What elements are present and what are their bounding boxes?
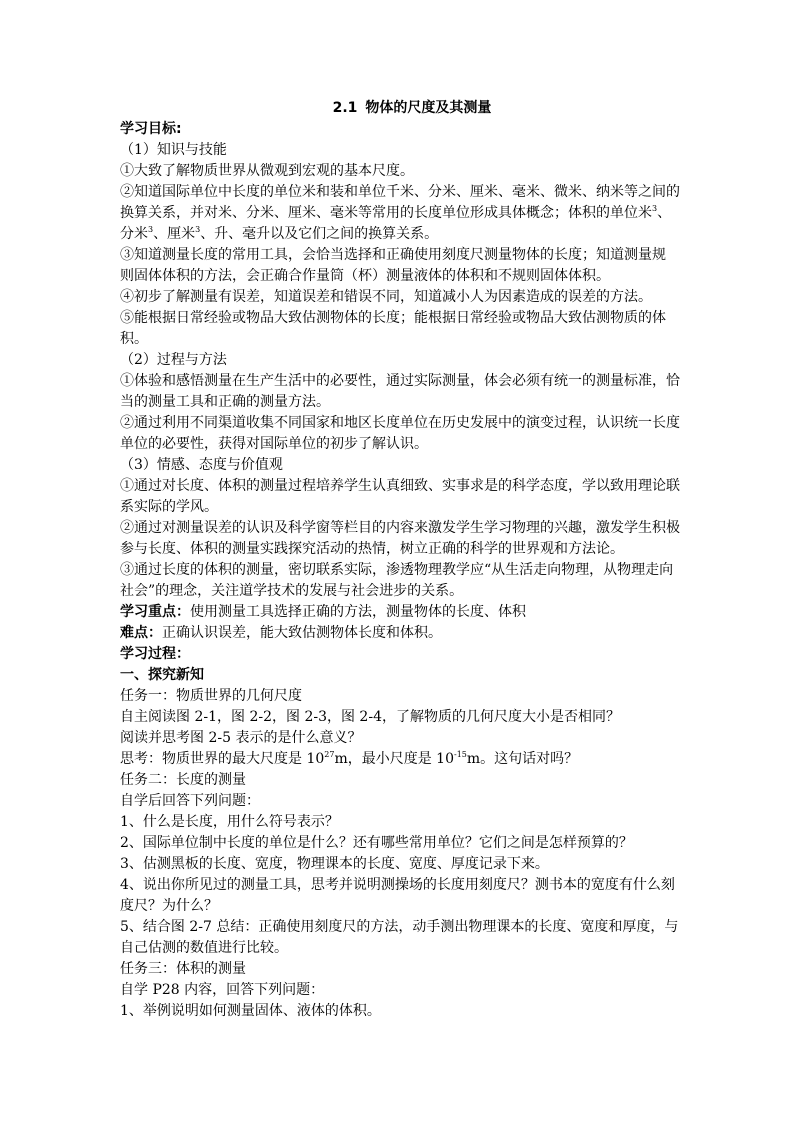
- task-3-heading: 任务三：体积的测量: [120, 961, 246, 977]
- difficulties-text: 正确认识误差，能大致估测物体长度和体积。: [162, 625, 442, 641]
- task-2-question-2: 2、国际单位制中长度的单位是什么？还有哪些常用单位？它们之间是怎样预算的？: [120, 835, 633, 851]
- task-2-question-5-line-1: 5、结合图 2-7 总结：正确使用刻度尺的方法，动手测出物理课本的长度、宽度和厚度，与: [120, 919, 679, 935]
- section-2-heading: （2）过程与方法: [120, 352, 227, 368]
- task-1-line-2: 阅读并思考图 2-5 表示的是什么意义？: [120, 730, 362, 746]
- section-3-item-2-line-1: ②通过对测量误差的认识及科学窗等栏目的内容来激发学生学习物理的兴趣，激发学生积极: [120, 520, 680, 536]
- section-3-heading: （3）情感、态度与价值观: [120, 457, 283, 473]
- section-1-item-3-line-2: 则固体体积的方法，会正确合作量筒（杯）测量液体的体积和不规则固体体积。: [120, 268, 610, 284]
- text-segment: 、厘米: [153, 226, 196, 242]
- text-segment: 思考：物质世界的最大尺度是 10: [120, 751, 325, 767]
- section-1-item-5-line-2: 积。: [120, 331, 148, 347]
- section-1-item-5-line-1: ⑤能根据日常经验或物品大致估测物体的长度；能根据日常经验或物品大致估测物质的体: [120, 310, 666, 326]
- section-1-item-3-line-1: ③知道测量长度的常用工具，会恰当选择和正确使用刻度尺测量物体的长度；知道测量规: [120, 247, 666, 263]
- text-segment: m，最小尺度是 10: [334, 751, 454, 767]
- learning-goals-heading: 学习目标:: [120, 121, 182, 137]
- section-2-item-1-line-1: ①体验和感悟测量在生产生活中的必要性，通过实际测量，体会必须有统一的测量标准，恰: [120, 373, 680, 389]
- task-1-heading: 任务一：物质世界的几何尺度: [120, 688, 302, 704]
- superscript-3: 3: [195, 225, 201, 234]
- section-3-item-1-line-2: 系实际的学风。: [120, 499, 218, 515]
- superscript-27: 27: [324, 750, 335, 759]
- task-2-question-5-line-2: 自己估测的数值进行比较。: [120, 940, 288, 956]
- task-2-question-4-line-1: 4、说出你所见过的测量工具，思考并说明测操场的长度用刻度尺？测书本的宽度有什么刻: [120, 877, 675, 893]
- superscript-3: 3: [652, 204, 658, 213]
- text-segment: 、升、毫升以及它们之间的换算关系。: [200, 226, 439, 242]
- task-1-line-1: 自主阅读图 2-1，图 2-2，图 2-3，图 2-4，了解物质的几何尺度大小是否相同？: [120, 709, 620, 725]
- task-2-question-4-line-2: 度尺？为什么？: [120, 898, 218, 914]
- section-1-item-2-line-1: ②知道国际单位中长度的单位米和装和单位千米、分米、厘米、毫米、微米、纳米等之间的: [120, 184, 680, 200]
- learning-process-heading: 学习过程：: [120, 646, 190, 662]
- section-3-item-3-line-2: 社会”的理念，关注道学技术的发展与社会进步的关系。: [120, 583, 464, 599]
- superscript-minus-15: -15: [454, 750, 467, 759]
- task-2-heading: 任务二：长度的测量: [120, 772, 246, 788]
- key-points-text: 使用测量工具选择正确的方法，测量物体的长度、体积: [190, 604, 526, 620]
- section-1-item-2-line-3: [120, 224, 676, 245]
- document-body: [120, 98, 680, 1022]
- difficulties: [120, 623, 676, 644]
- section-1-item-2-line-2: 换算关系，并对米、分米、厘米、毫米等常用的长度单位形成具体概念；体积的单位米$^3$、: [120, 204, 672, 221]
- section-3-item-1-line-1: ①通过对长度、体积的测量过程培养学生认真细致、实事求是的科学态度，学以致用理论联: [120, 478, 680, 494]
- title-text: 物体的尺度及其测量: [365, 100, 492, 116]
- key-points-label: 学习重点：: [120, 604, 190, 620]
- task-2-question-1: 1、什么是长度，用什么符号表示？: [120, 814, 339, 830]
- task-2-intro: 自学后回答下列问题：: [120, 793, 260, 809]
- superscript-3: 3: [148, 225, 154, 234]
- section-3-item-3-line-1: ③通过长度的体积的测量，密切联系实际，渗透物理教学应“从生活走向物理，从物理走向: [120, 562, 674, 578]
- part-1-heading: 一、探究新知: [120, 667, 204, 683]
- task-2-question-3: 3、估测黑板的长度、宽度，物理课本的长度、宽度、厚度记录下来。: [120, 856, 549, 872]
- section-1-item-4: ④初步了解测量有误差，知道误差和错误不同，知道减小人为因素造成的误差的方法。: [120, 289, 652, 305]
- text-segment: 换算关系，并对米、分米、厘米、毫米等常用的长度单位形成具体概念；体积的单位米: [120, 205, 652, 221]
- difficulties-label: 难点：: [120, 625, 162, 641]
- section-2-item-2-line-1: ②通过利用不同渠道收集不同国家和地区长度单位在历史发展中的演变过程，认识统一长度: [120, 415, 680, 431]
- section-1-item-1: ①大致了解物质世界从微观到宏观的基本尺度。: [120, 163, 414, 179]
- section-1-heading: （1）知识与技能: [120, 142, 227, 158]
- page-title: [148, 98, 676, 119]
- section-3-item-2-line-2: 参与长度、体积的测量实践探究活动的热情，树立正确的科学的世界观和方法论。: [120, 541, 624, 557]
- task-3-intro: 自学 P28 内容，回答下列问题：: [120, 982, 325, 998]
- section-2-item-1-line-2: 当的测量工具和正确的测量方法。: [120, 394, 330, 410]
- text-segment: 分米: [120, 226, 148, 242]
- section-2-item-2-line-2: 单位的必要性，获得对国际单位的初步了解认识。: [120, 436, 428, 452]
- key-points: [120, 602, 676, 623]
- title-number: 2.1: [332, 100, 358, 116]
- task-3-question-1: 1、举例说明如何测量固体、液体的体积。: [120, 1003, 381, 1019]
- task-1-line-3: [120, 749, 676, 770]
- text-segment: m。这句话对吗？: [466, 751, 579, 767]
